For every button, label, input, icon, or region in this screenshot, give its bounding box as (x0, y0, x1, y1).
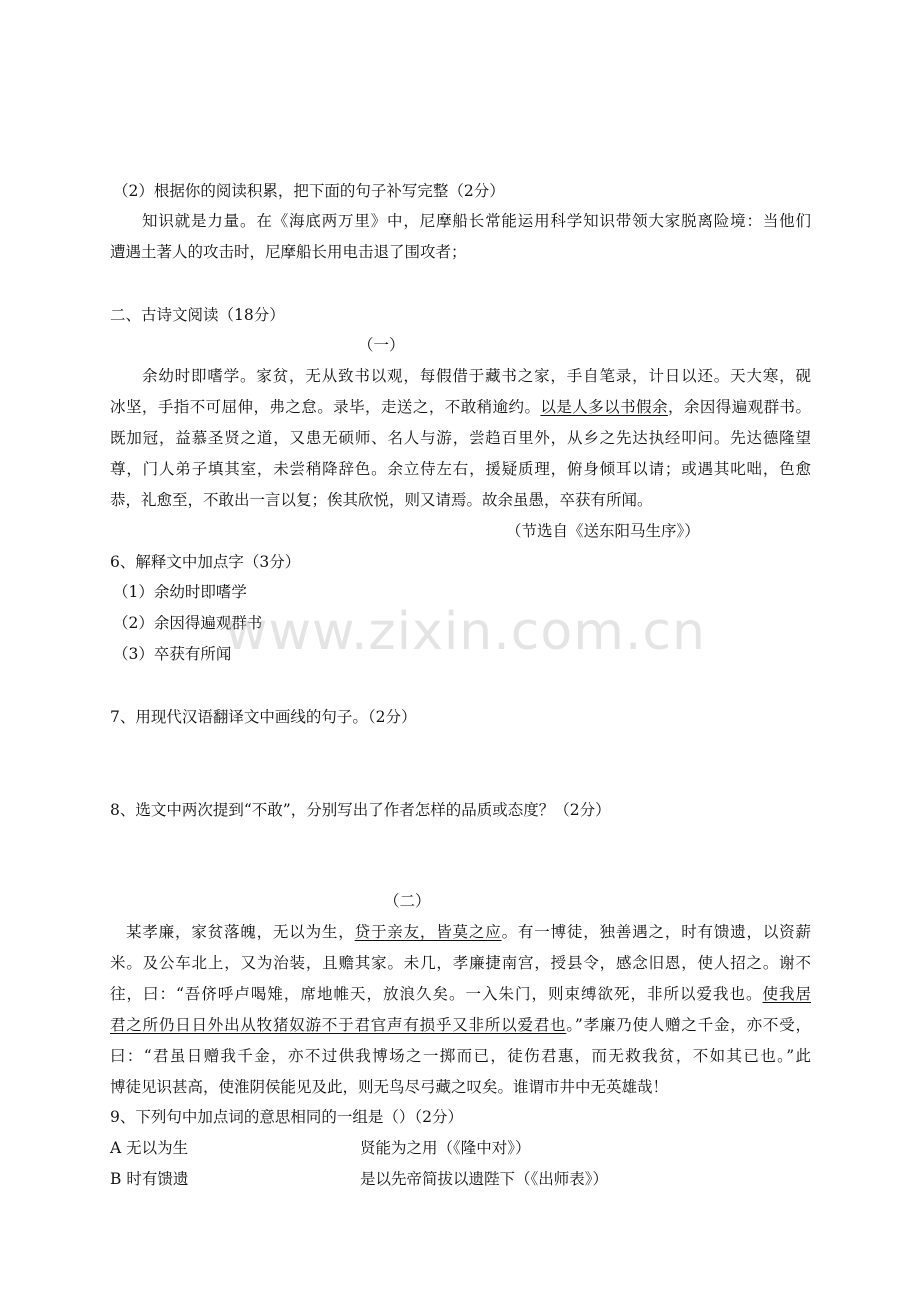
underlined-sentence: 使我居 (762, 985, 811, 1003)
question-5-2-prompt: （2）根据你的阅读积累，把下面的句子补写完整（2分） (113, 182, 505, 200)
question-9-option-left: B 时有馈遗 (110, 1170, 189, 1188)
underlined-sentence: 君之所仍日日外出从牧猪奴游不于君官声有损乎又非所以爱君也 (110, 1016, 567, 1034)
passage-2-line: 君之所仍日日外出从牧猪奴游不于君官声有损乎又非所以爱君也。”孝廉乃使人赠之千金，亦不受， (110, 1016, 811, 1034)
passage-2-marker: （二） (384, 892, 431, 910)
question-9-prompt: 9、下列句中加点词的意思相同的一组是（）（2分） (110, 1108, 463, 1126)
passage-2-line: 曰：“君虽日赠我千金，亦不过供我博场之一掷而已，徒伤君惠，而无救我贫，不如其已也。”此 (110, 1047, 811, 1065)
question-9-option-right: 贤能为之用（《隆中对》） (360, 1139, 531, 1157)
question-5-2-text-line: 知识就是力量。在《海底两万里》中，尼摩船长常能运用科学知识带领大家脱离险境：当他们 (142, 212, 811, 230)
section-heading: 二、古诗文阅读（18分） (110, 306, 285, 324)
question-9-option-right: 是以先帝简拔以遗陛下（《出师表》） (360, 1170, 609, 1188)
question-6-prompt: 6、解释文中加点字（3分） (110, 553, 301, 571)
passage-2-line: 米。及公车北上，又为治装，且赡其家。未几，孝廉捷南宫，授县令，感念旧恩，使人招之。谢不 (110, 954, 811, 972)
passage-1-marker: （一） (358, 336, 405, 354)
passage-2-line: 博徒见识甚高，使淮阴侯能见及此，则无鸟尽弓藏之叹矣。谁谓市井中无英雄哉！ (110, 1078, 669, 1096)
passage-2-line: 往，曰：“吾侪呼卢喝雉，席地帷天，放浪久矣。一入朱门，则束缚欲死，非所以爱我也。使我居 (110, 985, 811, 1003)
underlined-sentence: 以是人多以书假余 (540, 398, 668, 416)
question-5-2-text-line: 遭遇土著人的攻击时，尼摩船长用电击退了围攻者； (110, 243, 467, 261)
question-6-item: （3）卒获有所闻 (113, 645, 232, 663)
passage-1-line: 既加冠，益慕圣贤之道，又患无硕师、名人与游，尝趋百里外，从乡之先达执经叩问。先达德隆望 (110, 429, 811, 447)
underlined-sentence: 贷于亲友，皆莫之应 (354, 923, 502, 941)
passage-1-line: 尊，门人弟子填其室，未尝稍降辞色。余立侍左右，援疑质理，俯身倾耳以请；或遇其叱咄，色愈 (110, 460, 811, 478)
question-9-option-left: A 无以为生 (110, 1139, 189, 1157)
question-7-prompt: 7、用现代汉语翻译文中画线的句子。（2分） (110, 708, 417, 726)
passage-1-source: （节选自《送东阳马生序》） (506, 522, 700, 540)
question-6-item: （1）余幼时即嗜学 (113, 583, 247, 601)
passage-1-line: 恭，礼愈至，不敢出一言以复；俟其欣悦，则又请焉。故余虽愚，卒获有所闻。 (110, 491, 653, 509)
passage-1-line: 余幼时即嗜学。家贫，无从致书以观，每假借于藏书之家，手自笔录，计日以还。天大寒，砚 (142, 367, 811, 385)
question-8-prompt: 8、选文中两次提到“不敢”，分别写出了作者怎样的品质或态度？（2分） (110, 801, 611, 819)
passage-1-line: 冰坚，手指不可屈伸，弗之怠。录毕，走送之，不敢稍逾约。以是人多以书假余，余因得遍观群书。 (110, 398, 811, 416)
watermark: www.zixin.com.cn (225, 602, 706, 662)
question-6-item: （2）余因得遍观群书 (113, 614, 263, 632)
passage-2-line: 某孝廉，家贫落魄，无以为生，贷于亲友，皆莫之应。有一博徒，独善遇之，时有馈遗，以资薪 (126, 923, 811, 941)
